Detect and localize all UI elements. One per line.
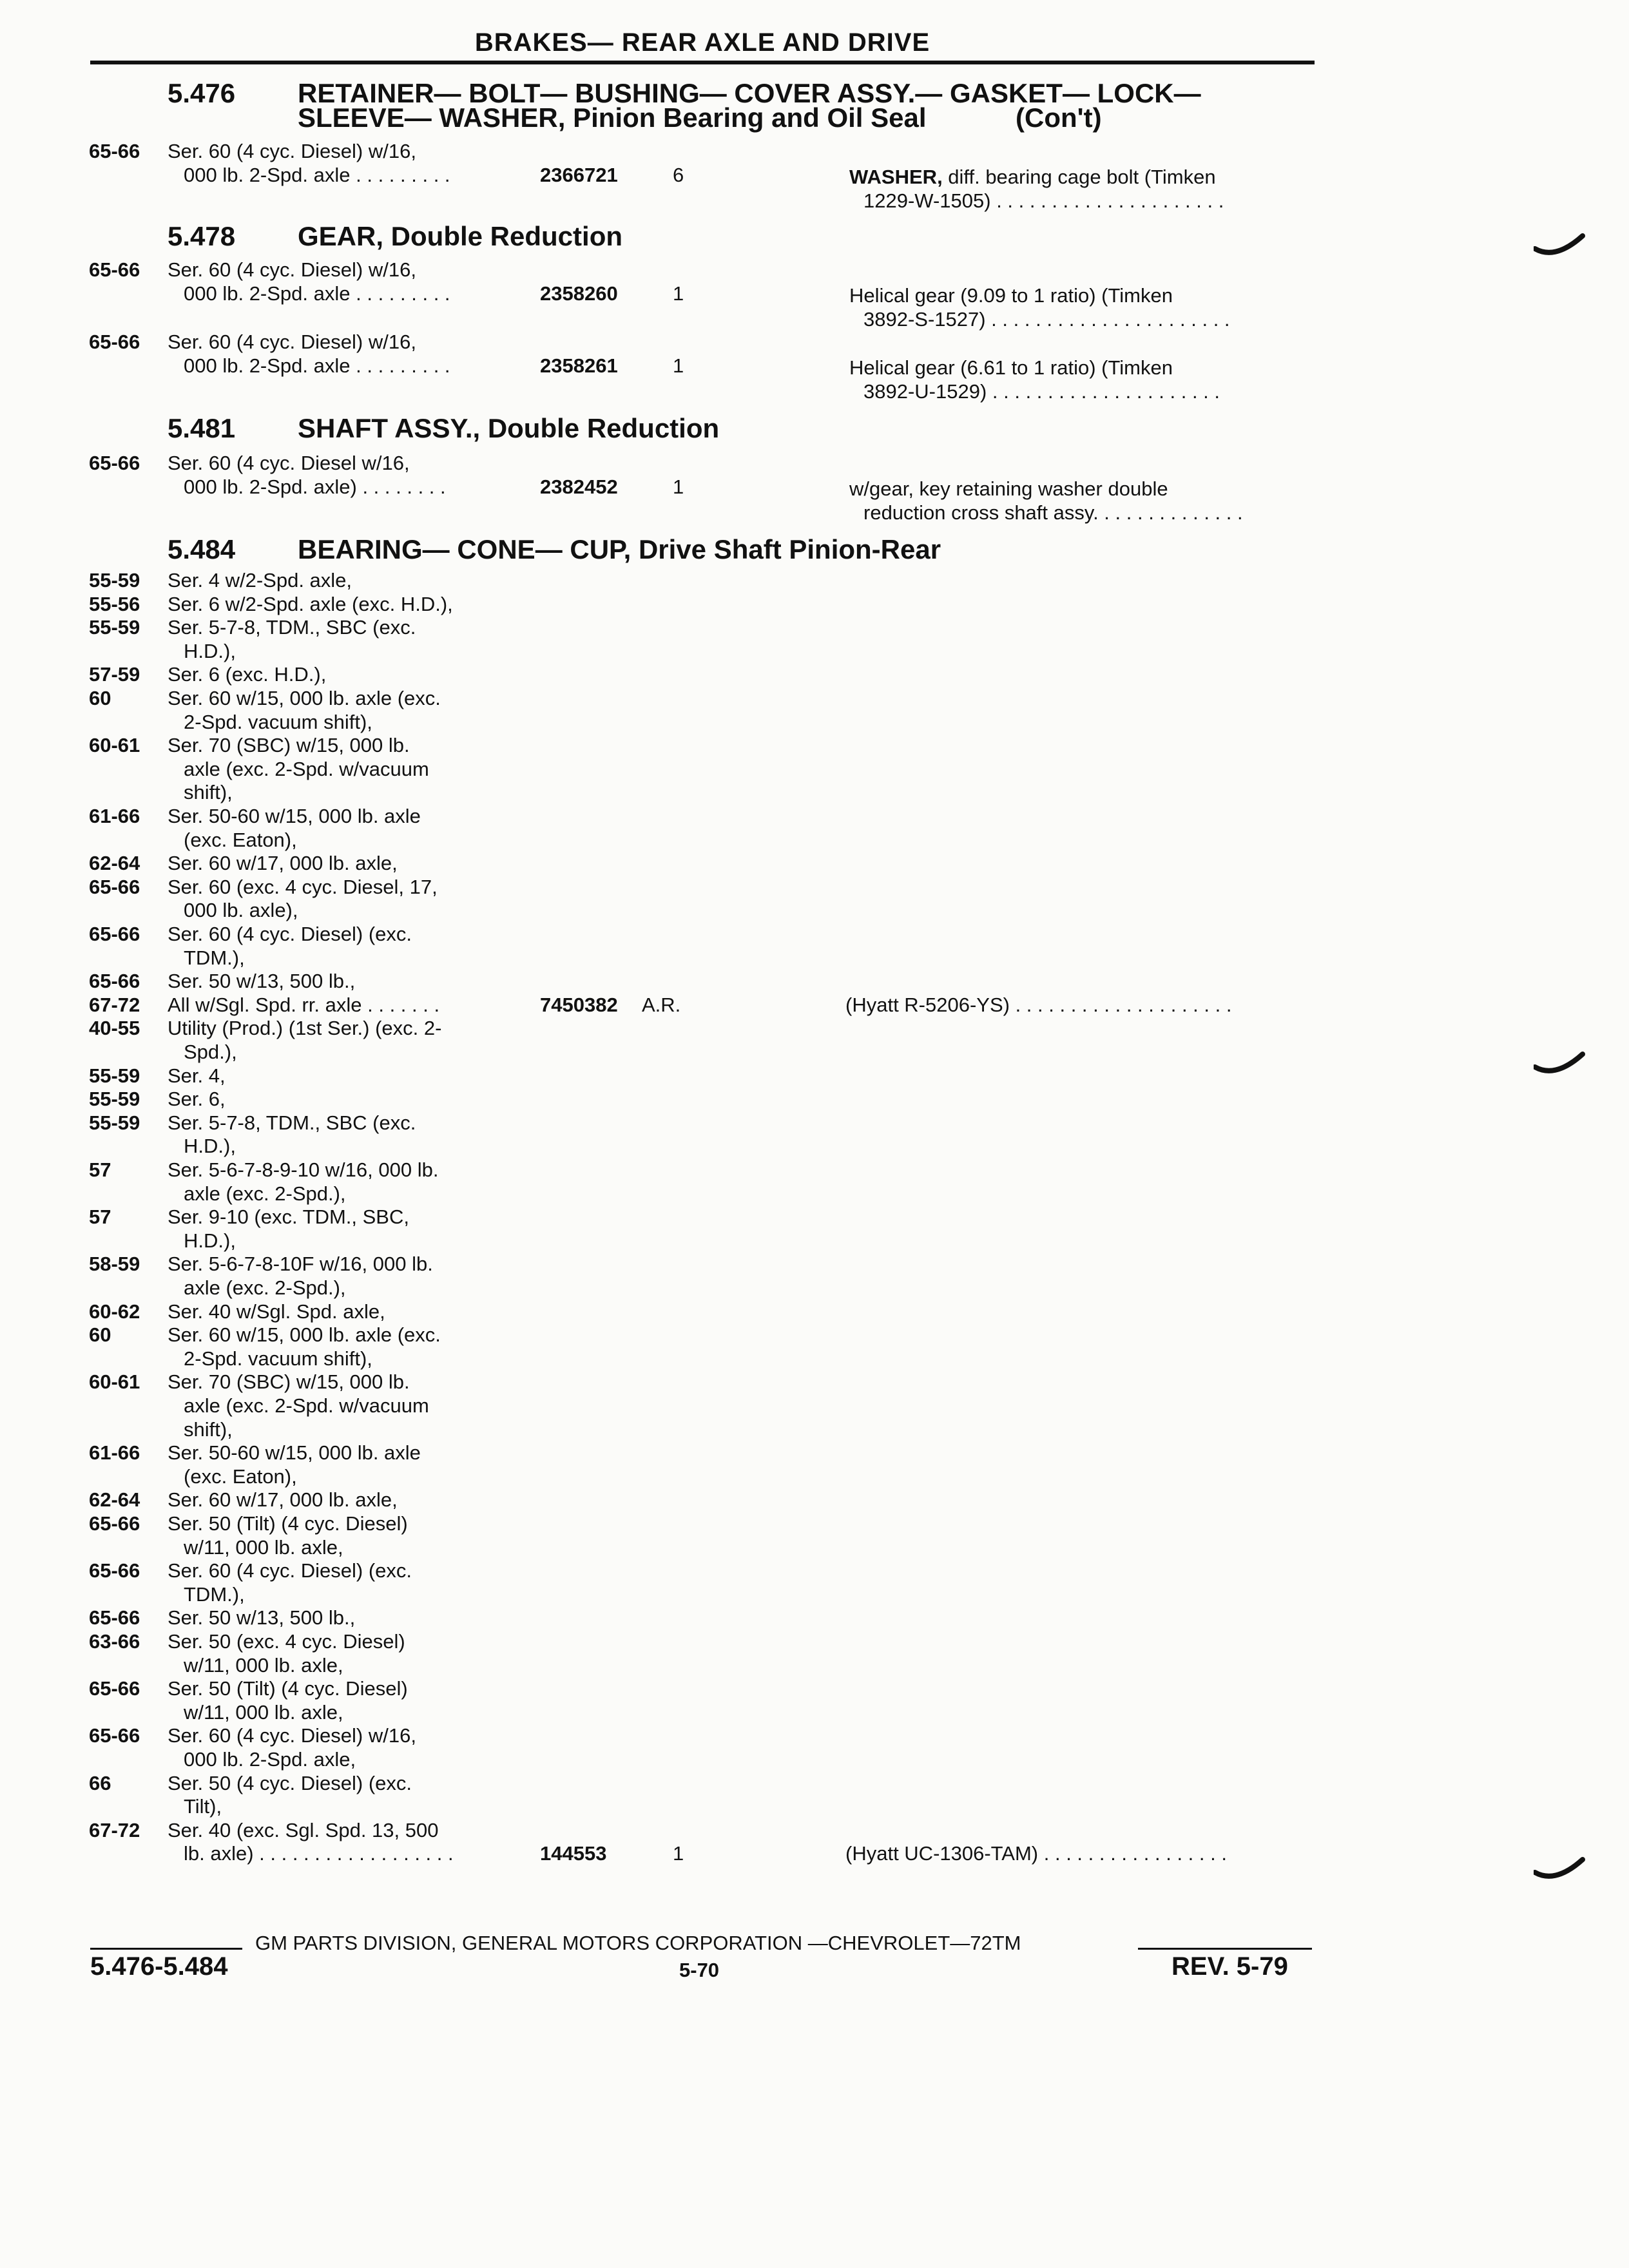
list-line	[0, 1535, 1353, 1559]
margin-check-mark	[1534, 1856, 1585, 1888]
application-text: Ser. 50 (Tilt) (4 cyc. Diesel)	[168, 1677, 408, 1700]
footer-division: GM PARTS DIVISION, GENERAL MOTORS CORPORATION —CHEVROLET—72TM	[255, 1932, 1021, 1954]
application-text: 000 lb. 2-Spd. axle . . . . . . . . .	[184, 354, 450, 377]
list-line	[0, 1370, 1353, 1394]
list-line	[0, 1465, 1353, 1488]
list-line	[0, 1724, 1353, 1747]
application-text: Spd.),	[184, 1041, 237, 1063]
list-line	[0, 1747, 1353, 1771]
quantity: 1	[673, 282, 684, 305]
model-years: 62-64	[89, 852, 140, 875]
parts-entry	[0, 330, 1353, 401]
application-text: Ser. 5-7-8, TDM., SBC (exc.	[168, 1111, 416, 1134]
list-line	[0, 1700, 1353, 1724]
part-number: 7450382	[540, 993, 618, 1016]
application-text: shift),	[184, 1418, 233, 1441]
list-line	[0, 1040, 1353, 1064]
list-line	[0, 1229, 1353, 1253]
list-line	[0, 1771, 1353, 1795]
list-line	[0, 898, 1353, 922]
section-5-476-heading	[168, 80, 1327, 138]
application-text: Ser. 70 (SBC) w/15, 000 lb.	[168, 1370, 410, 1394]
remarks-cont: 3892-S-1527) . . . . . . . . . . . . . . . . . . . . . .	[863, 308, 1230, 331]
application-text: Ser. 60 (4 cyc. Diesel) (exc.	[168, 923, 412, 945]
model-years: 65-66	[89, 331, 140, 353]
quantity: 1	[673, 1842, 684, 1865]
application-text: Ser. 6 (exc. H.D.),	[168, 663, 327, 686]
list-line	[0, 1276, 1353, 1300]
quantity: 1	[673, 476, 684, 498]
list-line	[0, 1158, 1353, 1182]
application-text: Ser. 60 w/15, 000 lb. axle (exc.	[168, 687, 441, 709]
page-header: BRAKES— REAR AXLE AND DRIVE	[474, 28, 930, 57]
application-text: Ser. 50 w/13, 500 lb.,	[168, 1606, 356, 1629]
model-years: 65-66	[89, 1512, 140, 1535]
list-line	[0, 1252, 1353, 1276]
model-years: 58-59	[89, 1253, 140, 1276]
list-line	[0, 1841, 1353, 1865]
list-line	[0, 1134, 1353, 1158]
list-line	[0, 568, 1353, 592]
remarks: Helical gear (6.61 to 1 ratio) (Timken	[849, 356, 1173, 379]
model-years: 67-72	[89, 993, 140, 1016]
application-text: TDM.),	[184, 1582, 245, 1606]
list-line	[0, 1111, 1353, 1135]
application-text: H.D.),	[184, 1229, 236, 1252]
model-years: 65-66	[89, 923, 140, 945]
list-line	[0, 804, 1353, 828]
section-5-484-heading	[168, 536, 1199, 564]
parts-entry	[0, 258, 1353, 329]
application-text: axle (exc. 2-Spd.),	[184, 1182, 346, 1205]
part-number: 144553	[540, 1842, 607, 1865]
list-line	[0, 1182, 1353, 1206]
section-title-line1: RETAINER— BOLT— BUSHING— COVER ASSY.— GASKET— LOCK—	[298, 78, 1201, 108]
application-text: Ser. 6,	[168, 1088, 226, 1111]
application-text: shift),	[184, 781, 233, 804]
list-line	[0, 946, 1353, 970]
remarks: w/gear, key retaining washer double	[849, 477, 1168, 500]
list-line	[0, 993, 1353, 1017]
model-years: 55-59	[89, 616, 140, 639]
section-number: 5.484	[168, 534, 236, 564]
application-text: Ser. 60 w/15, 000 lb. axle (exc.	[168, 1323, 441, 1347]
remarks-cont: 3892-U-1529) . . . . . . . . . . . . . . . . . . . . .	[863, 380, 1220, 403]
model-years: 60	[89, 687, 111, 709]
model-years: 63-66	[89, 1630, 140, 1653]
section-5-478-heading	[168, 223, 1070, 251]
application-text: Ser. 50 (Tilt) (4 cyc. Diesel)	[168, 1512, 408, 1535]
application-text: Ser. 4 w/2-Spd. axle,	[168, 569, 352, 591]
model-years: 67-72	[89, 1818, 140, 1841]
application-text: w/11, 000 lb. axle,	[184, 1535, 343, 1559]
model-years: 65-66	[89, 970, 140, 993]
application-text: 000 lb. axle),	[184, 899, 298, 922]
application-text: Ser. 60 w/17, 000 lb. axle,	[168, 852, 398, 875]
list-line	[0, 1087, 1353, 1111]
application-text: Ser. 60 (4 cyc. Diesel w/16,	[168, 452, 410, 474]
application-text: 2-Spd. vacuum shift),	[184, 1347, 372, 1370]
remarks-cont: 1229-W-1505) . . . . . . . . . . . . . . . . . . . . .	[863, 189, 1224, 212]
list-line	[0, 639, 1353, 663]
list-line	[0, 592, 1353, 616]
quantity: A.R.	[642, 993, 681, 1016]
application-text: 000 lb. 2-Spd. axle) . . . . . . . .	[184, 476, 446, 498]
list-line	[0, 1677, 1353, 1700]
application-text: Ser. 60 w/17, 000 lb. axle,	[168, 1488, 398, 1512]
application-text: Ser. 60 (4 cyc. Diesel) w/16,	[168, 140, 416, 162]
section-number: 5.476	[168, 78, 236, 108]
list-line	[0, 1347, 1353, 1370]
application-text: Ser. 50 (4 cyc. Diesel) (exc.	[168, 1771, 412, 1794]
list-line	[0, 615, 1353, 639]
application-text: 2-Spd. vacuum shift),	[184, 710, 372, 733]
application-text: Ser. 40 w/Sgl. Spd. axle,	[168, 1300, 385, 1323]
list-line	[0, 662, 1353, 686]
application-text: Ser. 60 (exc. 4 cyc. Diesel, 17,	[168, 875, 438, 898]
list-line	[0, 851, 1353, 875]
model-years: 55-59	[89, 1111, 140, 1134]
remarks-cont: reduction cross shaft assy. . . . . . . . . . . . . .	[863, 501, 1243, 524]
remarks: Helical gear (9.09 to 1 ratio) (Timken	[849, 284, 1173, 307]
model-years: 55-59	[89, 1064, 140, 1087]
model-years: 57-59	[89, 663, 140, 686]
application-text: Ser. 60 (4 cyc. Diesel) w/16,	[168, 1724, 416, 1747]
remarks	[849, 165, 1216, 189]
list-line	[0, 1606, 1353, 1629]
application-text: 000 lb. 2-Spd. axle . . . . . . . . .	[184, 164, 450, 186]
model-years: 61-66	[89, 1441, 140, 1465]
section-5-481-heading	[168, 415, 1070, 443]
remarks-text: diff. bearing cage bolt (Timken	[942, 166, 1216, 188]
list-line	[0, 1629, 1353, 1653]
model-years: 65-66	[89, 1724, 140, 1747]
application-text: (exc. Eaton),	[184, 1465, 297, 1488]
list-line	[0, 1205, 1353, 1229]
model-years: 65-66	[89, 1677, 140, 1700]
model-years: 65-66	[89, 875, 140, 898]
list-line	[0, 1653, 1353, 1677]
application-text: Utility (Prod.) (1st Ser.) (exc. 2-	[168, 1017, 442, 1040]
list-line	[0, 1441, 1353, 1465]
model-years: 60-61	[89, 1370, 140, 1394]
list-line	[0, 969, 1353, 993]
model-years: 55-56	[89, 592, 140, 615]
remarks: (Hyatt R-5206-YS) . . . . . . . . . . . . . . . . . . . .	[845, 993, 1232, 1016]
model-years: 60	[89, 1323, 111, 1347]
list-line	[0, 875, 1353, 899]
footer-rule-right	[1138, 1948, 1312, 1950]
application-text: Ser. 6 w/2-Spd. axle (exc. H.D.),	[168, 592, 453, 615]
list-line	[0, 828, 1353, 852]
margin-check-mark	[1534, 1050, 1585, 1082]
application-text: H.D.),	[184, 1135, 236, 1158]
model-years: 55-59	[89, 569, 140, 591]
model-years: 66	[89, 1771, 111, 1794]
list-line	[0, 1582, 1353, 1606]
application-text: Ser. 60 (4 cyc. Diesel) w/16,	[168, 258, 416, 281]
application-text: Ser. 60 (4 cyc. Diesel) w/16,	[168, 331, 416, 353]
model-years: 65-66	[89, 1559, 140, 1582]
application-text: Ser. 50 w/13, 500 lb.,	[168, 970, 356, 993]
parts-entry	[0, 139, 1353, 212]
application-text: axle (exc. 2-Spd. w/vacuum	[184, 757, 429, 780]
list-line	[0, 710, 1353, 734]
list-line	[0, 757, 1353, 781]
application-text: Ser. 70 (SBC) w/15, 000 lb.	[168, 734, 410, 757]
page-number: 5-70	[679, 1959, 720, 1981]
application-text: Ser. 9-10 (exc. TDM., SBC,	[168, 1206, 409, 1229]
remarks-bold: WASHER,	[849, 166, 943, 188]
quantity: 6	[673, 164, 684, 186]
application-text: 000 lb. 2-Spd. axle,	[184, 1748, 356, 1771]
footer-rule-left	[90, 1948, 242, 1950]
revision: REV. 5-79	[1171, 1952, 1288, 1981]
list-line	[0, 686, 1353, 710]
list-line	[0, 1794, 1353, 1818]
section-number: 5.478	[168, 221, 236, 251]
section-title: GEAR, Double Reduction	[298, 221, 622, 251]
quantity: 1	[673, 354, 684, 377]
part-number: 2358261	[540, 354, 618, 377]
application-text: Ser. 5-7-8, TDM., SBC (exc.	[168, 616, 416, 639]
model-years: 40-55	[89, 1017, 140, 1040]
part-number: 2382452	[540, 476, 618, 498]
application-text: TDM.),	[184, 946, 245, 969]
section-number: 5.481	[168, 413, 236, 443]
application-text: axle (exc. 2-Spd. w/vacuum	[184, 1394, 429, 1417]
footer-range: 5.476-5.484	[90, 1952, 228, 1981]
model-years: 60-62	[89, 1300, 140, 1323]
remarks: (Hyatt UC-1306-TAM) . . . . . . . . . . . . . . . . .	[845, 1842, 1227, 1865]
application-text: Ser. 40 (exc. Sgl. Spd. 13, 500	[168, 1818, 439, 1841]
list-line	[0, 1064, 1353, 1088]
list-line	[0, 1300, 1353, 1323]
model-years: 65-66	[89, 1606, 140, 1629]
model-years: 57	[89, 1206, 111, 1229]
list-line	[0, 1394, 1353, 1418]
list-line	[0, 780, 1353, 804]
application-text: Ser. 5-6-7-8-9-10 w/16, 000 lb.	[168, 1158, 439, 1181]
list-line	[0, 1559, 1353, 1582]
application-text: 000 lb. 2-Spd. axle . . . . . . . . .	[184, 282, 450, 305]
application-text: axle (exc. 2-Spd.),	[184, 1276, 346, 1299]
section-title: BEARING— CONE— CUP, Drive Shaft Pinion-Rear	[298, 534, 941, 564]
header-rule	[90, 61, 1315, 64]
application-text: Ser. 5-6-7-8-10F w/16, 000 lb.	[168, 1253, 433, 1276]
application-text: Ser. 50 (exc. 4 cyc. Diesel)	[168, 1630, 405, 1653]
model-years: 60-61	[89, 734, 140, 757]
application-text: lb. axle) . . . . . . . . . . . . . . . . . .	[184, 1842, 454, 1865]
model-years: 65-66	[89, 140, 140, 162]
list-line	[0, 1488, 1353, 1512]
application-text: w/11, 000 lb. axle,	[184, 1653, 343, 1677]
application-text: Ser. 50-60 w/15, 000 lb. axle	[168, 805, 421, 827]
list-line	[0, 1323, 1353, 1347]
model-years: 55-59	[89, 1088, 140, 1111]
part-number: 2358260	[540, 282, 618, 305]
application-text: (exc. Eaton),	[184, 828, 297, 851]
model-years: 57	[89, 1158, 111, 1181]
list-line	[0, 922, 1353, 946]
section-title-line2: SLEEVE— WASHER, Pinion Bearing and Oil Seal	[298, 102, 927, 133]
application-text: All w/Sgl. Spd. rr. axle . . . . . . .	[168, 993, 440, 1016]
list-line	[0, 1418, 1353, 1441]
model-years: 65-66	[89, 452, 140, 474]
application-text: Ser. 50-60 w/15, 000 lb. axle	[168, 1441, 421, 1465]
model-years: 61-66	[89, 805, 140, 827]
model-years: 62-64	[89, 1488, 140, 1512]
part-number: 2366721	[540, 164, 618, 186]
application-text: Ser. 4,	[168, 1064, 226, 1087]
application-text: Ser. 60 (4 cyc. Diesel) (exc.	[168, 1559, 412, 1582]
model-years: 65-66	[89, 258, 140, 281]
application-text: w/11, 000 lb. axle,	[184, 1700, 343, 1724]
margin-check-mark	[1534, 232, 1585, 264]
list-line	[0, 733, 1353, 757]
section-continued: (Con't)	[1016, 102, 1102, 133]
list-line	[0, 1818, 1353, 1842]
list-line	[0, 1512, 1353, 1535]
list-line	[0, 1016, 1353, 1040]
application-text: H.D.),	[184, 639, 236, 662]
section-title: SHAFT ASSY., Double Reduction	[298, 413, 720, 443]
parts-entry	[0, 451, 1353, 522]
application-text: Tilt),	[184, 1795, 222, 1818]
